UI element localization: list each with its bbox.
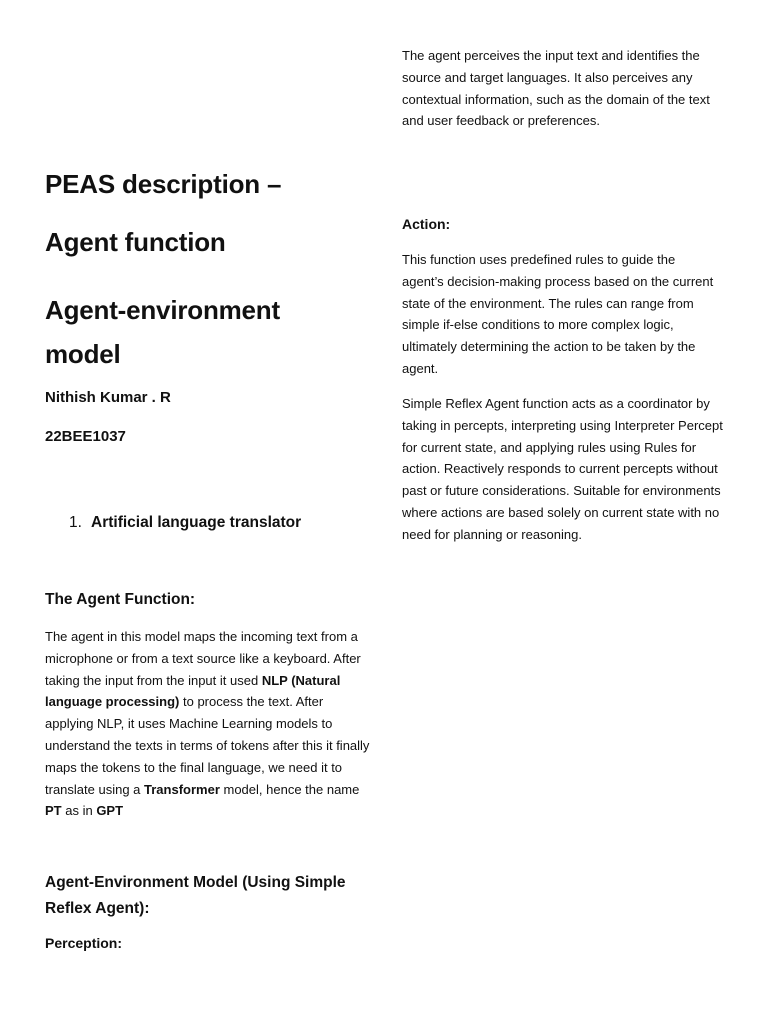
author-name: Nithish Kumar . R bbox=[45, 389, 171, 406]
reflex-agent-paragraph: Simple Reflex Agent function acts as a coordinator by taking in percepts, interpreting using Interpreter Percept for current state, and applying rules using Rules for action. Reactively responds to current percepts without past or future considerations. Suitable for environments where actions are based solely on current state with no need for planning or reasoning. bbox=[402, 396, 723, 542]
agent-function-heading: The Agent Function: bbox=[45, 591, 196, 608]
list-number: 1. bbox=[69, 514, 82, 531]
list-item bbox=[69, 514, 301, 532]
author-id: 22BEE1037 bbox=[45, 428, 126, 445]
agent-function-paragraph: The agent in this model maps the incoming text from a microphone or from a text source like a keyboard. After taking the input from the input it used NLP (Natural language processing) to process the text. After applying NLP, it uses Machine Learning models to understand the texts in terms of tokens after this it finally maps the tokens to the final language, we need it to translate using a Transformer model, hence the name PT as in GPT bbox=[45, 629, 370, 819]
list-item-label: Artificial language translator bbox=[91, 514, 302, 531]
action-heading: Action: bbox=[402, 216, 451, 232]
title-line-2: Agent function bbox=[45, 227, 226, 257]
action-paragraph: This function uses predefined rules to guide the agent’s decision-making process based on the current state of the environment. The rules can range from simple if-else conditions to more complex logic, ultimately determining the action to be taken by the agent. bbox=[402, 252, 714, 376]
perception-heading: Perception: bbox=[45, 935, 123, 951]
perception-paragraph: The agent perceives the input text and identifies the source and target languages. It also perceives any contextual information, such as the domain of the text and user feedback or preferences. bbox=[402, 48, 710, 129]
model-heading: Agent-Environment Model (Using Simple Reflex Agent): bbox=[45, 874, 346, 917]
title-line-3: Agent-environment model bbox=[45, 295, 280, 369]
title-line-1: PEAS description – bbox=[45, 169, 282, 199]
